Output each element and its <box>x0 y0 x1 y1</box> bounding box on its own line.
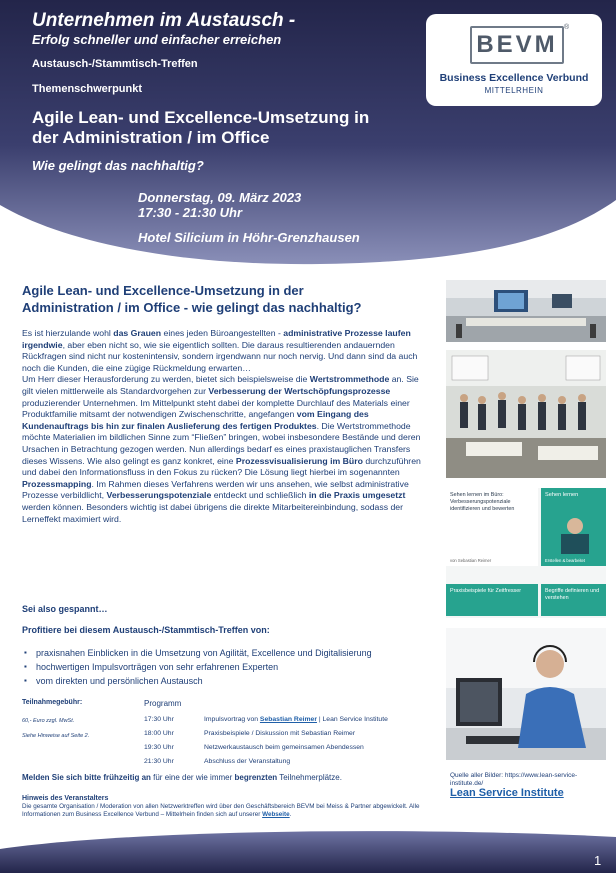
program-item: Praxisbeispiele / Diskussion mit Sebastian Reimer <box>204 730 356 737</box>
event-venue: Hotel Silicium in Höhr-Grenzhausen <box>138 230 360 245</box>
image-source: Quelle aller Bilder: https://www.lean-service-institute.de/ <box>450 772 578 787</box>
table-row <box>144 730 388 744</box>
program-table <box>144 716 388 772</box>
headset-worker-photo <box>446 628 606 760</box>
course-card-info <box>446 488 538 566</box>
presenter-figure <box>555 514 595 554</box>
program-time: 21:30 Uhr <box>144 758 174 765</box>
paragraph-2: Um Herr dieser Herausforderung zu werden, bietet sich beispielsweise die Wertstrommethode an. Sie gilt vielen mittlerweile als Standardvorgehen zur Verbesserung der Wertschöpfungsprozesse produzierender Unternehmen. Im Mittelpunkt steht dabei der komplette Durchlauf des Materials einer Produktfamilie mitsamt der notwendigen Zwischenschritte, angefangen vom Eingang des Kundenauftrags bis hin zur finalen Auslieferung des fertigen Produktes. Die Wertstrommethode möchte Materialien im bildlichen Sinne zum “Fließen” bringen, wobei insbesondere Bestände und deren Ursachen in Betrachtung gezogen werden. Nun allerdings bedarf es eines praxistauglichen Transfers dieses Wissens. Wie also gelingt es ganz konkret, eine Prozessvisualisierung im Büro durchzuführen und dabei den Informationsfluss in den Fokus zu rücken? Die Lösung liegt hierbei im sogenannten Prozessmapping. Im Rahmen dieses Verfahrens werden wir uns ansehen, wie selbst administrative Prozesse verbildlicht, Verbesserungspotenziale entdeckt und schließlich in die Praxis umgesetzt werden können. Besonders wichtig ist dabei übrigens die direkte Mitarbeitereinbindung, sodass der Lerneffekt maximiert wird. <box>22 374 421 524</box>
event-datetime <box>138 190 301 220</box>
tile-begriffe[interactable] <box>541 584 606 616</box>
logo-name: Business Excellence Verbund <box>439 72 589 84</box>
list-item: ▪ hochwertigen Impulsvorträgen von sehr erfahrenen Experten <box>22 660 442 674</box>
program-time: 17:30 Uhr <box>144 716 174 723</box>
program-time: 19:30 Uhr <box>144 744 174 751</box>
course-title: Sehen lernen im Büro: Verbesserungspotenziale identifizieren und bewerten <box>450 492 515 512</box>
header-title: Unternehmen im Austausch - <box>32 10 296 31</box>
course-tile-title: Sehen lernen <box>545 492 579 498</box>
registration-note: Melden Sie sich bitte frühzeitig an für eine der wie immer begrenzten Teilnehmerplätze. <box>22 773 342 782</box>
footer-band <box>0 823 616 873</box>
teaser: Sei also gespannt… <box>22 604 108 614</box>
article-title <box>22 282 432 316</box>
benefits-heading: Profitiere bei diesem Austausch-/Stammtisch-Treffen von: <box>22 625 270 635</box>
bevm-logo <box>426 14 602 106</box>
course-card <box>446 488 606 618</box>
conference-room-photo <box>446 280 606 342</box>
course-tile-sub: Erstellen & bearbeitet <box>545 558 586 563</box>
program-item: Abschluss der Veranstaltung <box>204 758 291 765</box>
speaker-link[interactable]: Sebastian Reimer <box>259 716 317 723</box>
course-author: von Sebastian Reimer <box>450 558 492 563</box>
logo-registered: ® <box>564 24 570 31</box>
host-text: Die gesamte Organisation / Moderation von allen Netzwerktreffen wird über den Geschäftsbereich BEVM bei Meiss & Partner abgewickelt. Alle Informationen zum Business Excellence Verbund – Mittelrhein finden sich auf unserer Webseite. <box>22 803 420 818</box>
fee-label: Teilnahmegebühr: <box>22 699 83 706</box>
paragraph-1: Es ist hierzulande wohl das Grauen eines jeden Büroangestellten - administrative Prozesse laufen irgendwie, aber eben nicht so, wie sie eigentlich sollten. Die daraus resultierenden andauernden Rückfragen sind nicht nur kostenintensiv, sondern irgendwann nur noch nervig. Und dann sind da auch noch die Kunden, die eine zügige Rückmeldung erwarten… <box>22 328 418 373</box>
tile-begriffe-label: Begriffe definieren und verstehen <box>545 588 600 601</box>
focus-label: Themenschwerpunkt <box>32 83 143 95</box>
topic-line-2: der Administration / im Office <box>32 128 270 147</box>
host-heading: Hinweis des Veranstalters <box>22 795 109 802</box>
page-number: 1 <box>594 853 602 868</box>
logo-region: MITTELRHEIN <box>484 86 544 95</box>
program-item: Impulsvortrag von Sebastian Reimer | Lean Service Institute <box>204 716 388 723</box>
program-label: Programm <box>144 699 182 708</box>
topic-line-1: Agile Lean- und Excellence-Umsetzung in <box>32 108 370 127</box>
list-item: ▪ vom direkten und persönlichen Austausch <box>22 674 442 688</box>
tile-zeitfresser-label: Praxisbeispiele für Zeitfresser <box>450 588 522 594</box>
lean-service-institute-link[interactable]: Lean Service Institute <box>450 787 564 799</box>
program-time: 18:00 Uhr <box>144 730 174 737</box>
article-title-line-1: Agile Lean- und Excellence-Umsetzung in der <box>22 283 304 298</box>
logo-mark: BEVM <box>470 26 564 64</box>
website-link[interactable]: Webseite <box>262 810 290 818</box>
program-item: Netzwerkaustausch beim gemeinsamen Abendessen <box>204 744 364 751</box>
fee-value: 60,- Euro zzgl. MwSt. <box>22 718 75 724</box>
table-row <box>144 758 388 772</box>
article-body <box>22 328 432 525</box>
event-time: 17:30 - 21:30 Uhr <box>138 205 243 220</box>
event-type: Austausch-/Stammtisch-Treffen <box>32 58 198 70</box>
table-row <box>144 744 388 758</box>
list-item: ▪ praxisnahen Einblicken in die Umsetzung von Agilität, Excellence und Digitalisierung <box>22 646 442 660</box>
header-question: Wie gelingt das nachhaltig? <box>32 158 204 173</box>
table-row <box>144 716 388 730</box>
workshop-group-photo <box>446 350 606 478</box>
event-date: Donnerstag, 09. März 2023 <box>138 190 302 205</box>
benefits-list <box>22 646 442 688</box>
header-subtitle: Erfolg schneller und einfacher erreichen <box>32 32 282 47</box>
article-title-line-2: Administration / im Office - wie gelingt das nachhaltig? <box>22 300 362 315</box>
fee-note: Siehe Hinweise auf Seite 2. <box>22 733 90 739</box>
course-tile <box>541 488 606 566</box>
topic-heading <box>32 108 369 148</box>
tile-zeitfresser[interactable] <box>446 584 538 616</box>
